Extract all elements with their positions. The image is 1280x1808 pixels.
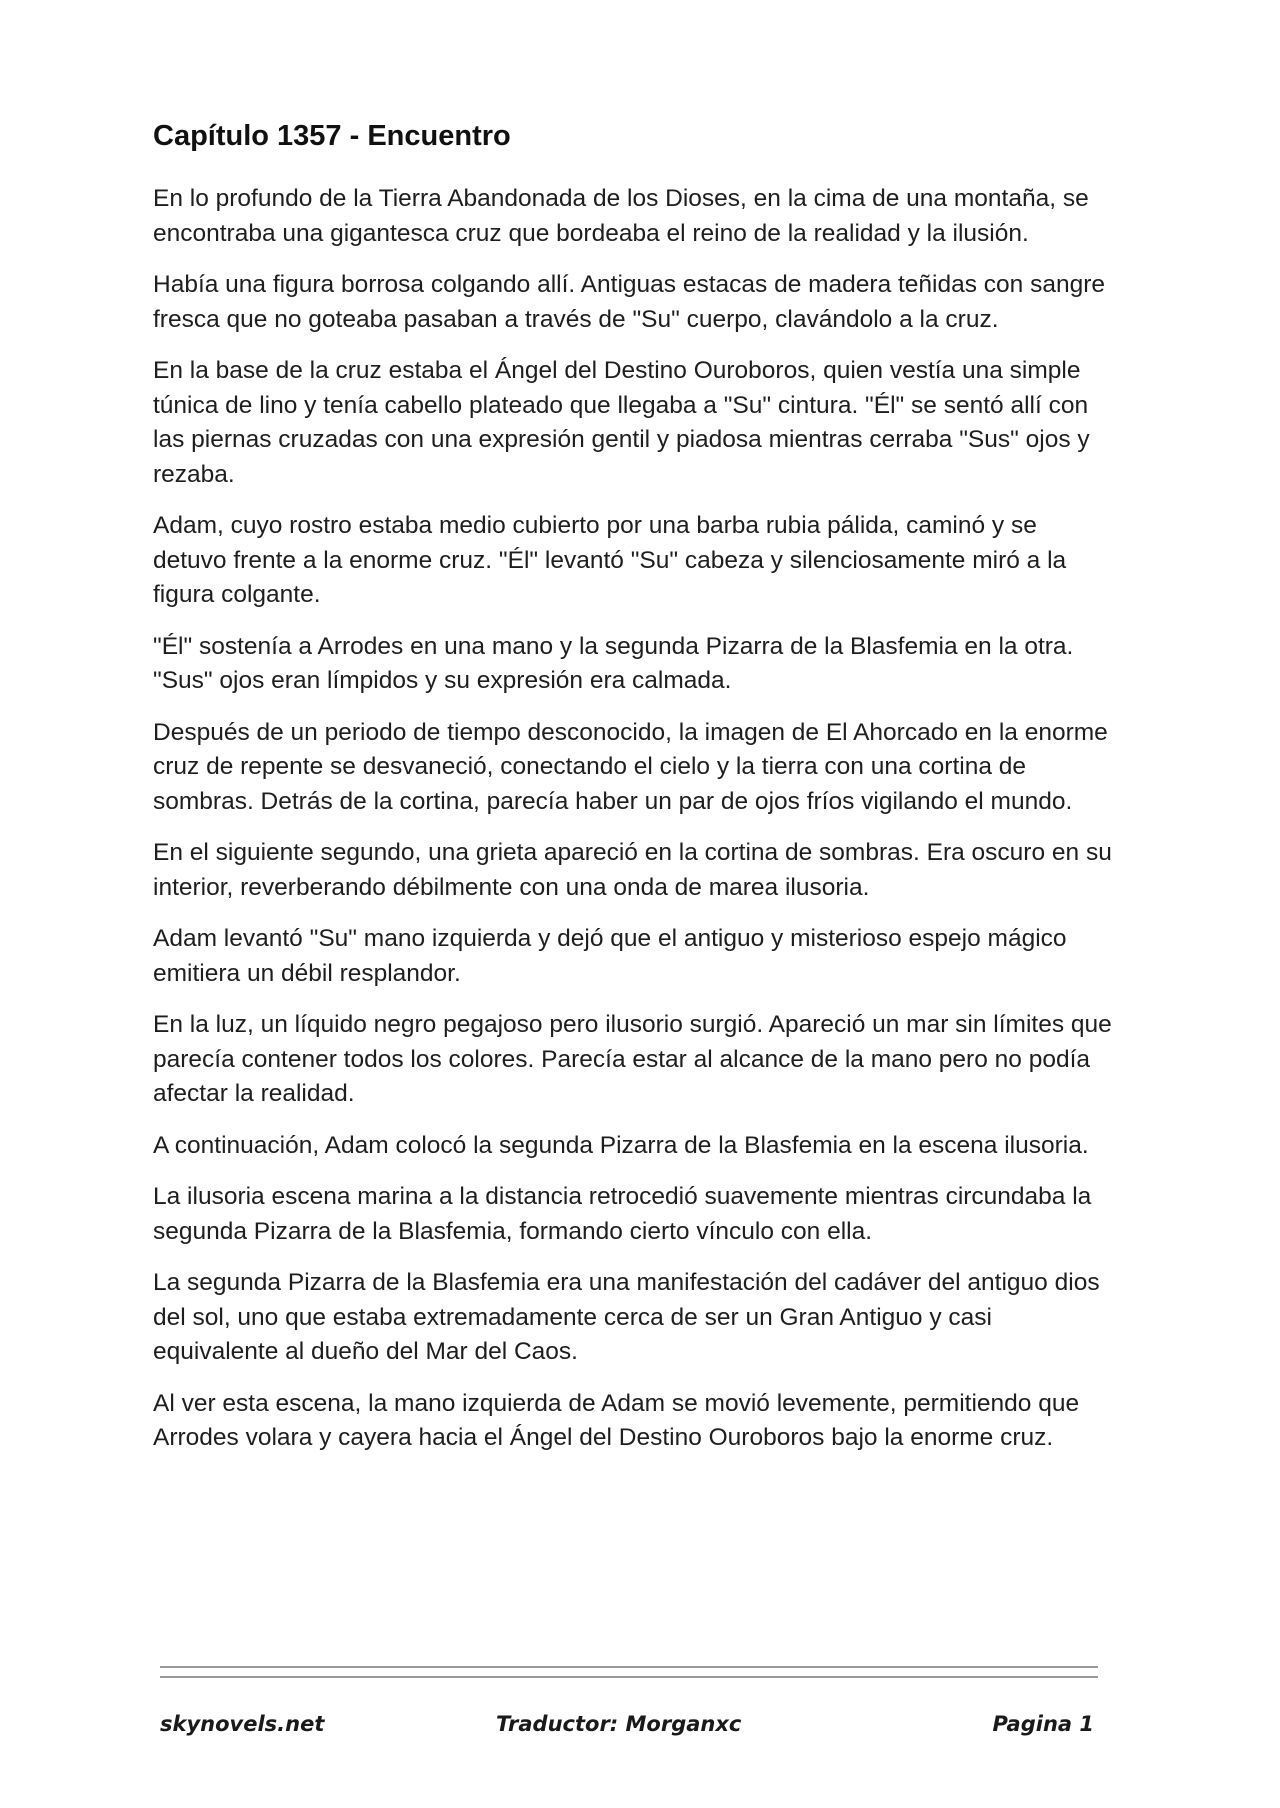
page-footer [160,1712,1098,1742]
chapter-content [153,118,1113,1473]
paragraph: En la luz, un líquido negro pegajoso pero ilusorio surgió. Apareció un mar sin límites que parecía contener todos los colores. Parecía estar al alcance de la mano pero no podía afectar la realidad. [153,1011,1112,1107]
paragraph: Al ver esta escena, la mano izquierda de Adam se movió levemente, permitiendo que Arrodes volara y cayera hacia el Ángel del Destino Ouroboros bajo la enorme cruz. [153,1389,1080,1451]
chapter-title: Capítulo 1357 - Encuentro [153,120,511,152]
footer-translator: Traductor: Morganxc [496,1712,742,1736]
paragraph: Había una figura borrosa colgando allí. Antiguas estacas de madera teñidas con sangre fresca que no goteaba pasaban a través de "Su" cuerpo, clavándolo a la cruz. [153,271,1106,333]
paragraph: Adam levantó "Su" mano izquierda y dejó que el antiguo y misterioso espejo mágico emitiera un débil resplandor. [153,925,1067,987]
paragraph: A continuación, Adam colocó la segunda Pizarra de la Blasfemia en la escena ilusoria. [153,1131,1089,1159]
footer-divider-bottom [160,1676,1098,1678]
paragraph: Adam, cuyo rostro estaba medio cubierto por una barba rubia pálida, caminó y se detuvo frente a la enorme cruz. "Él" levantó "Su" cabeza y silenciosamente miró a la figura colgante. [153,512,1067,608]
paragraph: En la base de la cruz estaba el Ángel del Destino Ouroboros, quien vestía una simple túnica de lino y tenía cabello plateado que llegaba a "Su" cintura. "Él" se sentó allí con las piernas cruzadas con una expresión gentil y piadosa mientras cerraba "Sus" ojos y rezaba. [153,357,1090,488]
paragraph: En lo profundo de la Tierra Abandonada de los Dioses, en la cima de una montaña, se encontraba una gigantesca cruz que bordeaba el reino de la realidad y la ilusión. [153,185,1089,247]
paragraph: En el siguiente segundo, una grieta apareció en la cortina de sombras. Era oscuro en su interior, reverberando débilmente con una onda de marea ilusoria. [153,839,1112,901]
paragraph: Después de un periodo de tiempo desconocido, la imagen de El Ahorcado en la enorme cruz de repente se desvaneció, conectando el cielo y la tierra con una cortina de sombras. Detrás de la cortina, parecía haber un par de ojos fríos vigilando el mundo. [153,718,1108,815]
footer-divider-top [160,1666,1098,1668]
paragraph: La segunda Pizarra de la Blasfemia era una manifestación del cadáver del antiguo dios del sol, uno que estaba extremadamente cerca de ser un Gran Antiguo y casi equivalente al dueño del Mar del Caos. [153,1269,1100,1365]
paragraph: "Él" sostenía a Arrodes en una mano y la segunda Pizarra de la Blasfemia en la otra. "Sus" ojos eran límpidos y su expresión era calmada. [153,632,1074,694]
footer-page-number: Pagina 1 [992,1712,1094,1736]
footer-site-name: skynovels.net [160,1712,325,1736]
paragraph: La ilusoria escena marina a la distancia retrocedió suavemente mientras circundaba la segunda Pizarra de la Blasfemia, formando cierto vínculo con ella. [153,1183,1092,1245]
